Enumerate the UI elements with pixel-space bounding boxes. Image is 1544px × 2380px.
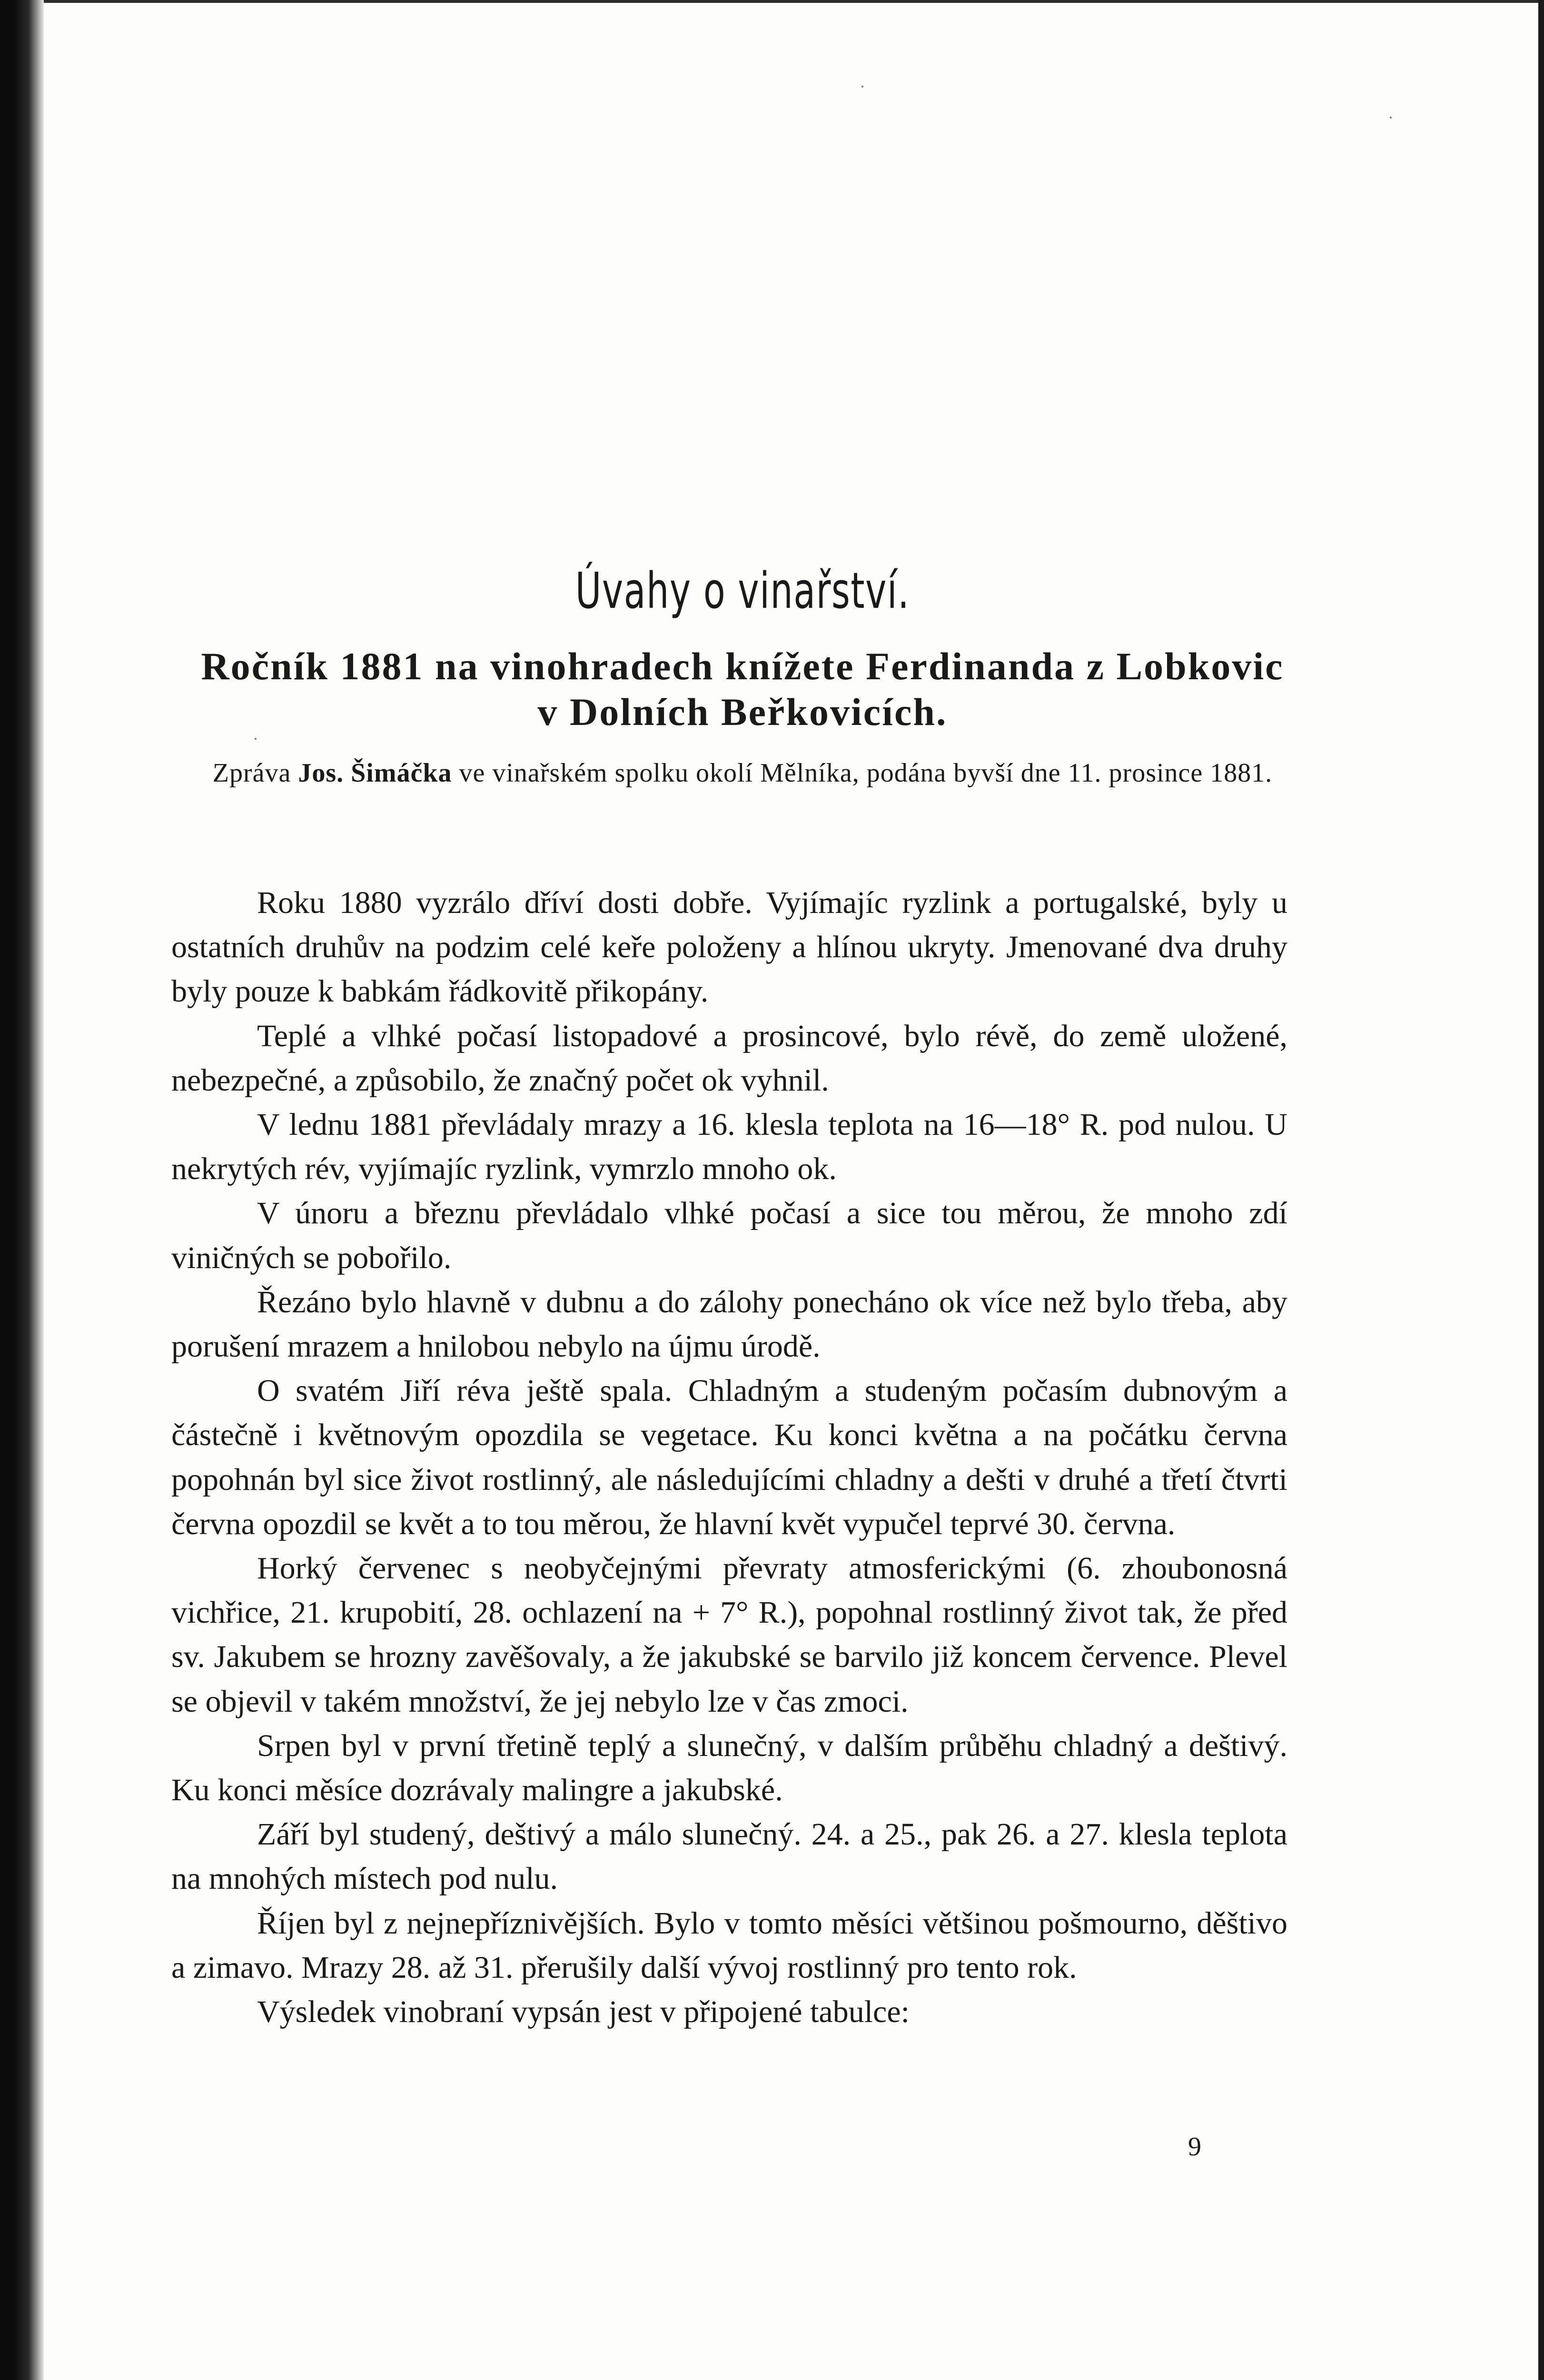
article-subtitle [171, 644, 1314, 735]
paragraph: Horký červenec s neobyčejnými převraty atmosferickými (6. zhoubonosná vichřice, 21. krupobití, 28. ochlazení na + 7° R.), popohnal rostlinný život tak, že před sv. Jakubem se hrozny zavěšovaly, a že jakubské se barvilo již koncem července. Plevel se objevil v takém množství, že jej nebylo lze v čas zmoci. [171, 1551, 1287, 1719]
paper-speck [861, 86, 863, 88]
paragraph: Výsledek vinobraní vypsán jest v připojené tabulce: [257, 1994, 910, 2030]
paragraph: Teplé a vlhké počasí listopadové a prosincové, bylo révě, do země uložené, nebezpečné, a způsobilo, že značný počet ok vyhnil. [171, 1018, 1287, 1098]
subtitle-line-2: v Dolních Beřkovicích. [537, 690, 948, 734]
scan-edge-left [0, 0, 44, 2380]
paper-speck [255, 738, 257, 740]
subtitle-line-1: Ročník 1881 na vinohradech knížete Ferdinanda z Lobkovic [201, 645, 1284, 688]
report-note [171, 754, 1314, 793]
report-note-prefix: Zpráva [212, 758, 298, 788]
article-title: Úvahy o vinařství. [575, 562, 910, 620]
paragraph: Roku 1880 vyzrálo dříví dosti dobře. Vyjímajíc ryzlink a portugalské, byly u ostatních druhův na podzim celé keře položeny a hlínou ukryty. Jmenované dva druhy byly pouze k babkám řádkovitě přikopány. [171, 885, 1287, 1009]
scan-edge-top [44, 0, 1538, 3]
scan-edge-right [1538, 0, 1544, 2380]
paragraph: Říjen byl z nejnepříznivějších. Bylo v tomto měsíci většinou pošmourno, děštivo a zimavo. Mrazy 28. až 31. přerušily další vývoj rostlinný pro tento rok. [171, 1905, 1287, 1985]
paragraph: Srpen byl v první třetině teplý a slunečný, v dalším průběhu chladný a deštivý. Ku konci měsíce dozrávaly malingre a jakubské. [171, 1728, 1287, 1808]
report-note-suffix: ve vinařském spolku okolí Mělníka, podána byvší dne 11. prosince 1881. [452, 758, 1273, 788]
page-number: 9 [1188, 2132, 1201, 2162]
paragraph: Září byl studený, deštivý a málo slunečný. 24. a 25., pak 26. a 27. klesla teplota na mnohých místech pod nulu. [171, 1817, 1287, 1896]
body-text [171, 881, 1287, 2034]
paragraph: V únoru a březnu převládalo vlhké počasí a sice tou měrou, že mnoho zdí viničných se pobořilo. [171, 1196, 1287, 1275]
paragraph: Řezáno bylo hlavně v dubnu a do zálohy ponecháno ok více než bylo třeba, aby porušení mrazem a hnilobou nebylo na újmu úrodě. [171, 1284, 1287, 1364]
paper-speck [1390, 117, 1392, 119]
paragraph: O svatém Jiří réva ještě spala. Chladným a studeným počasím dubnovým a částečně i květnovým opozdila se vegetace. Ku konci května a na počátku června popohnán byl sice život rostlinný, ale následujícími chladny a dešti v druhé a třetí čtvrti června opozdil se květ a to tou měrou, že hlavní květ vypučel teprvé 30. června. [171, 1373, 1287, 1541]
report-note-author: Jos. Šimáčka [298, 758, 452, 788]
paragraph: V lednu 1881 převládaly mrazy a 16. klesla teplota na 16—18° R. pod nulou. U nekrytých rév, vyjímajíc ryzlink, vymrzlo mnoho ok. [171, 1107, 1287, 1187]
